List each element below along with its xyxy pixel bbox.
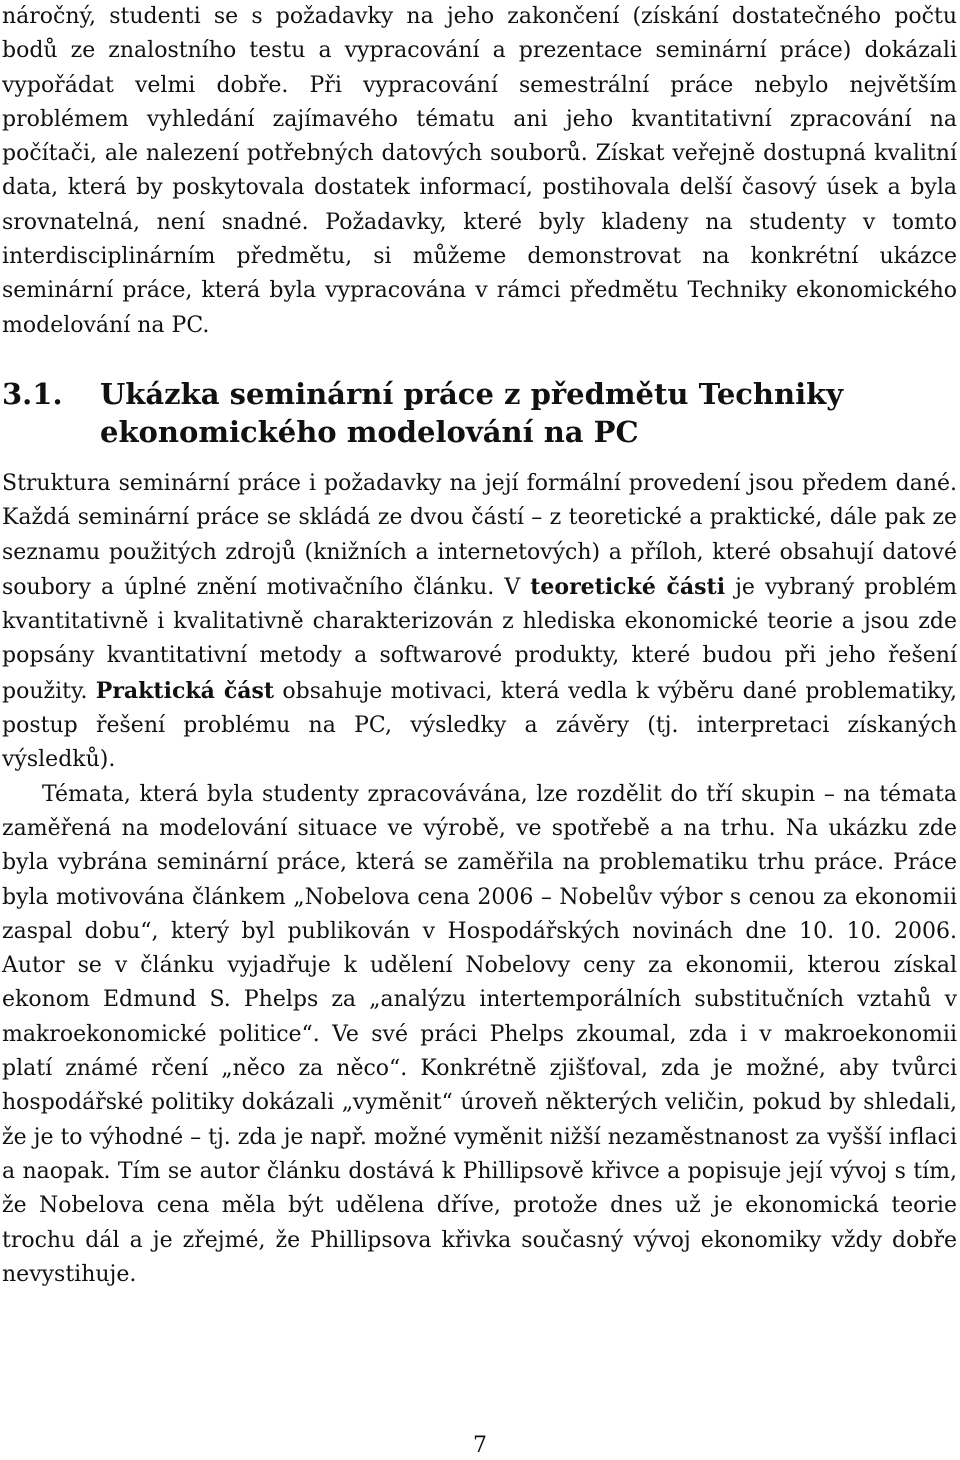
page-number: 7 bbox=[473, 1433, 487, 1458]
page bbox=[2, 0, 957, 1292]
paragraph-intro: náročný, studenti se s požadavky na jeho zakončení (získání dostatečného počtu bodů ze znalostního testu a vypracování a prezentace seminární práce) dokázali vypořádat velmi dobře. Při vypracování semestrální práce nebylo největším problémem vyhledání zajímavého tématu ani jeho kvantitativní zpracování na počítači, ale nalezení potřebných datových souborů. Získat veřejně dostupná kvalitní data, která by poskytovala dostatek informací, postihovala delší časový úsek a byla srovnatelná, není snadné. Požadavky, které byly kladeny na studenty v tomto interdisciplinárním předmětu, si můžeme demonstrovat na konkrétní ukázce seminární práce, která byla vypracována v rámci předmětu Techniky ekonomického modelování na PC. bbox=[2, 4, 957, 338]
section-heading bbox=[2, 375, 957, 451]
paragraph-structure-text-1: Struktura seminární práce i požadavky na její formální provedení jsou předem dané. Každá seminární práce se skládá ze dvou částí – z teoretické a praktické, dále pak ze seznamu použitých zdrojů (knižních a internetových) a příloh, které obsahují datové soubory a úplné znění motivačního článku. V bbox=[2, 470, 957, 600]
bold-theoretical-part: teoretické části bbox=[530, 573, 726, 600]
bold-practical-part: Praktická část bbox=[95, 677, 275, 704]
section-number: 3.1. bbox=[2, 376, 63, 411]
paragraph-topics: Témata, která byla studenty zpracovávána, lze rozdělit do tří skupin – na témata zaměřená na modelování situace ve výrobě, ve spotřebě a na trhu. Na ukázku zde byla vybrána seminární práce, která se zaměřila na problematiku trhu práce. Práce byla motivována článkem „Nobelova cena 2006 – Nobelův výbor s cenou za ekonomii zaspal dobu“, který byl publikován v Hospodářských novinách dne 10. 10. 2006. Autor se v článku vyjadřuje k udělení Nobelovy ceny za ekonomii, kterou získal ekonom Edmund S. Phelps za „analýzu intertemporálních substitučních vztahů v makroekonomické politice“. Ve své práci Phelps zkoumal, zda i v makroekonomii platí známé rčení „něco za něco“. Konkrétně zjišťoval, zda je možné, aby tvůrci hospodářské politiky dokázali „vyměnit“ úroveň některých veličin, pokud by shledali, že je to výhodné – tj. zda je např. možné vyměnit nižší nezaměstnanost za vyšší inflaci a naopak. Tím se autor článku dostává k Phillipsově křivce a popisuje její vývoj s tím, že Nobelova cena měla být udělena dříve, protože dnes už je ekonomická teorie trochu dál a je zřejmé, že Phillipsova křivka současný vývoj ekonomiky vždy dobře nevystihuje. bbox=[2, 781, 957, 1287]
paragraph-structure bbox=[2, 467, 957, 778]
paragraph-structure-text-3: obsahuje motivaci, která vedla k výběru dané problematiky, postup řešení problému na PC, výsledky a závěry (tj. interpretaci získaných výsledků). bbox=[2, 678, 958, 773]
paragraph-structure-text-2: je vybraný problém kvantitativně i kvalitativně charakterizován z hlediska ekonomické teorie a jsou zde popsány kvantitativní metody a softwarové produkty, které budou při jeho řešení použity. bbox=[2, 574, 957, 704]
section-title: Ukázka seminární práce z předmětu Techniky ekonomického modelování na PC bbox=[100, 376, 844, 449]
